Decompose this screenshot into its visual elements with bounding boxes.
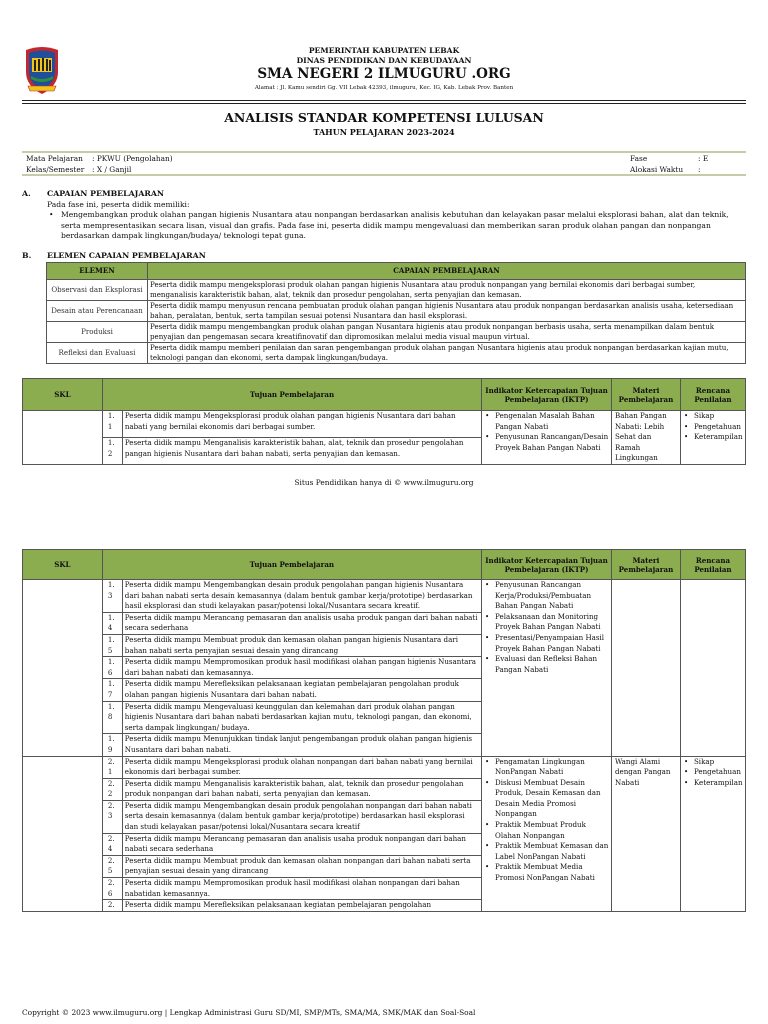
page-subtitle: TAHUN PELAJARAN 2023-2024 <box>313 127 455 137</box>
objective-number-text: 1. 1 <box>107 411 115 431</box>
objective-number <box>102 756 122 778</box>
objective-number <box>102 411 122 438</box>
section-b-number: B. <box>22 251 32 260</box>
iktp-cell <box>482 580 612 757</box>
penilaian-item: • Pengetahuan <box>681 767 745 778</box>
objective-text: Peserta didik mampu Membuat produk dan kemasan olahan pangan higienis Nusantara dari bahan nabati serta penyajian sesuai desain yang dirancang <box>122 634 481 656</box>
capaian-header: CAPAIAN PEMBELAJARAN <box>148 263 746 280</box>
objective-text: Peserta didik mampu Mengembangkan desain produk pengolahan pangan higienis Nusantara dari bahan nabati serta desain kemasannya (dalam bentuk gambar kerja/prototipe) berdasarkan hasil eksplorasi dan studi kelayakan pasar/potensi lokal/Nusantara secara kreatif. <box>122 580 481 613</box>
elemen-header: ELEMEN <box>47 263 148 280</box>
iktp-item: • Praktik Membuat Kemasan dan Label NonPangan Nabati <box>482 841 611 862</box>
objective-number <box>102 437 122 464</box>
fase-value: : E <box>698 154 709 163</box>
skl-cell <box>23 756 103 911</box>
header-school-name: SMA NEGERI 2 ILMUGURU .ORG <box>257 66 511 82</box>
objective-number <box>102 634 122 656</box>
iktp-header: Indikator Ketercapaian Tujuan Pembelajaran (IKTP) <box>482 379 612 411</box>
objective-number-text: 2. 4 <box>107 833 115 854</box>
objective-number <box>102 580 122 613</box>
objective-number-text: 1. 7 <box>107 679 115 699</box>
objective-number <box>102 679 122 701</box>
kelas-label: Kelas/Semester <box>26 165 85 174</box>
section-b-title: ELEMEN CAPAIAN PEMBELAJARAN <box>47 251 206 260</box>
materi-cell: Bahan Pangan Nabati: Lebih Sehat dan Ramah Lingkungan <box>611 411 680 465</box>
materi-cell: Wangi Alami dengan Pangan Nabati <box>611 756 680 911</box>
header-dinas: DINAS PENDIDIKAN DAN KEBUDAYAAN <box>296 56 472 65</box>
iktp-item: • Penyusunan Rancangan/Desain Proyek Bahan Pangan Nabati <box>482 432 611 453</box>
tujuan-header: Tujuan Pembelajaran <box>102 379 481 411</box>
materi-header: Materi Pembelajaran <box>611 550 680 580</box>
objective-number-text: 2. 3 <box>107 800 115 821</box>
fase-label: Fase <box>630 154 648 163</box>
section-a-intro: Pada fase ini, peserta didik memiliki: <box>47 199 190 209</box>
iktp-cell <box>482 756 612 911</box>
objective-text: Peserta didik mampu Mempromosikan produk hasil modifikasi olahan pangan higienis Nusantara dari bahan nabati dan kemasannya. <box>122 657 481 679</box>
iktp-item: • Pelaksanaan dan Monitoring Proyek Bahan Pangan Nabati <box>482 612 611 633</box>
penilaian-item: • Keterampilan <box>681 432 745 443</box>
penilaian-item: • Pengetahuan <box>681 422 745 433</box>
section-a-heading <box>22 189 746 199</box>
skl-cell <box>23 411 103 465</box>
objective-number-text: 2. 2 <box>107 778 115 799</box>
objective-number-text: 2. 1 <box>107 756 115 777</box>
table-row <box>47 322 746 343</box>
elemen-table <box>46 262 746 364</box>
capaian-cell: Peserta didik mampu memberi penilaian dan saran pengembangan produk olahan pangan Nusantara higienis atau produk nonpangan berdasarkan kajian mutu, teknologi pangan dan ekonomi, serta dampak lingkungan/budaya. <box>148 343 746 364</box>
objective-number <box>102 701 122 734</box>
objective-number-text: 1. 6 <box>107 657 115 677</box>
table-row <box>23 411 746 438</box>
elemen-cell: Refleksi dan Evaluasi <box>47 343 148 364</box>
site-note: Situs Pendidikan hanya di © www.ilmuguru.org <box>294 478 474 487</box>
objective-text: Peserta didik mampu Mengeksplorasi produk olahan pangan higienis Nusantara dari bahan nabati yang bernilai ekonomis dari berbagai sumber. <box>122 411 481 438</box>
header-gov: PEMERINTAH KABUPATEN LEBAK <box>308 46 460 55</box>
iktp-cell <box>482 411 612 465</box>
objective-text: Peserta didik mampu Merancang pemasaran dan analisis usaha produk nonpangan dari bahan nabati secara sederhana <box>122 833 481 855</box>
objective-number-text: 2. 6 <box>107 878 115 898</box>
materi-header: Materi Pembelajaran <box>611 379 680 411</box>
table-row <box>23 756 746 778</box>
materi-cell <box>611 580 680 757</box>
objective-text: Peserta didik mampu Mengeksplorasi produk olahan nonpangan dari bahan nabati yang bernilai ekonomis dari berbagai sumber. <box>122 756 481 778</box>
penilaian-cell <box>680 411 745 465</box>
elemen-cell: Desain atau Perencanaan <box>47 301 148 322</box>
iktp-item: • Evaluasi dan Refleksi Bahan Pangan Nabati <box>482 654 611 675</box>
objective-number <box>102 833 122 855</box>
objective-number <box>102 800 122 833</box>
subject-info <box>22 151 746 176</box>
kelas-value: : X / Ganjil <box>92 165 132 174</box>
skl-header: SKL <box>23 550 103 580</box>
objective-text: Peserta didik mampu Menganalisis karakteristik bahan, alat, teknik dan prosedur pengolahan pangan higienis Nusantara dari bahan nabati, serta penyajian dan kemasan. <box>122 437 481 464</box>
table-row <box>47 280 746 301</box>
penilaian-cell <box>680 756 745 911</box>
penilaian-header: Rencana Penilaian <box>680 550 745 580</box>
objective-number <box>102 878 122 900</box>
objective-text: Peserta didik mampu Mengembangkan desain produk pengolahan nonpangan dari bahan nabati serta desain kemasannya (dalam bentuk gambar kerja/prototipe) berdasarkan hasil eksplorasi dan studi kelayakan pasar/potensi lokal/Nusantara secara kreatif <box>122 800 481 833</box>
elemen-cell: Produksi <box>47 322 148 343</box>
page-title: ANALISIS STANDAR KOMPETENSI LULUSAN <box>224 110 544 125</box>
penilaian-item: • Sikap <box>681 757 745 768</box>
footer-copyright: Copyright © 2023 www.ilmuguru.org | Lengkap Administrasi Guru SD/MI, SMP/MTs, SMA/MA, SMK/MAK dan Soal-Soal <box>22 1008 476 1017</box>
penilaian-item: • Sikap <box>681 411 745 422</box>
objective-number <box>102 612 122 634</box>
penilaian-header: Rencana Penilaian <box>680 379 745 411</box>
header-address: Alamat : Jl. Kamu sendiri Gg. VII Lebak 42393, ilmuguru, Kec. IG, Kab. Lebak Prov. Banten <box>254 85 514 91</box>
section-a-title: CAPAIAN PEMBELAJARAN <box>47 189 165 198</box>
section-a-bullet: • Mengembangkan produk olahan pangan higienis Nusantara atau nonpangan berdasarkan analisis kebutuhan dan kelayakan pasar melalui eksplorasi bahan, alat dan teknik, serta mempresentasikan secara lisan, visual dan grafis. Pada fase ini, peserta didik mampu mengevaluasi dan memberikan saran produk olahan pangan dan nonpangan berdasarkan dampak lingkungan/budaya/ teknologi tepat guna. <box>47 210 746 242</box>
header-divider-thin <box>22 103 746 104</box>
iktp-item: • Diskusi Membuat Desain Produk, Desain Kemasan dan Desain Media Promosi Nonpangan <box>482 778 611 820</box>
header-divider <box>22 100 746 101</box>
penilaian-cell <box>680 580 745 757</box>
objective-number-text: 1. 5 <box>107 634 115 655</box>
mapel-value: : PKWU (Pengolahan) <box>92 154 173 163</box>
iktp-item: • Praktik Membuat Produk Olahan Nonpangan <box>482 820 611 841</box>
objective-text: Peserta didik mampu Menganalisis karakteristik bahan, alat, teknik dan prosedur pengolahan produk nonpangan dari bahan nabati, serta penyajian dan kemasan. <box>122 778 481 800</box>
objective-number-text: 1. 8 <box>107 701 115 722</box>
table-row <box>47 343 746 364</box>
objective-number <box>102 657 122 679</box>
objective-text: Peserta didik mampu Mengevaluasi keunggulan dan kelemahan dari produk olahan pangan higienis Nusantara dari bahan nabati berdasarkan kajian mutu, teknologi pangan, dan ekonomi, serta dampak lingkungan/ budaya. <box>122 701 481 734</box>
tujuan-header: Tujuan Pembelajaran <box>102 550 481 580</box>
objective-text: Peserta didik mampu Merefleksikan pelaksanaan kegiatan pembelajaran pengolahan <box>122 900 481 912</box>
objective-text: Peserta didik mampu Merancang pemasaran dan analisis usaha produk pangan dari bahan nabati secara sederhana <box>122 612 481 634</box>
objective-text: Peserta didik mampu Menunjukkan tindak lanjut pengembangan produk olahan pangan higienis Nusantara dari bahan nabati. <box>122 734 481 756</box>
objective-text: Peserta didik mampu Merefleksikan pelaksanaan kegiatan pembelajaran pengolahan produk olahan pangan higienis Nusantara dari bahan nabati. <box>122 679 481 701</box>
objective-number <box>102 778 122 800</box>
skl-table-1 <box>22 378 746 465</box>
objective-number <box>102 734 122 756</box>
objective-number-text: 2. 5 <box>107 855 115 876</box>
objective-text: Peserta didik mampu Mempromosikan produk hasil modifikasi olahan nonpangan dari bahan nabatidan kemasannya. <box>122 878 481 900</box>
skl-table-2 <box>22 549 746 912</box>
capaian-cell: Peserta didik mampu mengembangkan produk olahan pangan Nusantara higienis atau produk nonpangan berbasis usaha, serta menampilkan dalam bentuk penyajian dan pengemasan secara kreatifinovatif dan dipromosikan melalui media visual maupun virtual. <box>148 322 746 343</box>
objective-number-text: 1. 2 <box>107 437 115 458</box>
mapel-label: Mata Pelajaran <box>26 154 83 163</box>
iktp-item: • Penyusunan Rancangan Kerja/Produksi/Pembuatan Bahan Pangan Nabati <box>482 580 611 612</box>
objective-number-text: 2. <box>107 900 115 910</box>
penilaian-item: • Keterampilan <box>681 778 745 789</box>
iktp-item: • Praktik Membuat Media Promosi NonPangan Nabati <box>482 862 611 883</box>
skl-header: SKL <box>23 379 103 411</box>
section-a-number: A. <box>22 189 31 198</box>
iktp-item: • Pengenalan Masalah Bahan Pangan Nabati <box>482 411 611 432</box>
objective-number <box>102 855 122 877</box>
section-b-heading <box>22 251 206 261</box>
capaian-cell: Peserta didik mampu mengeksplorasi produk olahan pangan higienis Nusantara atau produk nonpangan yang bernilai ekonomis dari berbagai sumber, menganalisis karakteristik bahan, alat, teknik dan prosedur pengolahan, serta penyajian dan kemasan. <box>148 280 746 301</box>
iktp-item: • Presentasi/Penyampaian Hasil Proyek Bahan Pangan Nabati <box>482 633 611 654</box>
elemen-cell: Observasi dan Eksplorasi <box>47 280 148 301</box>
section-capaian <box>22 189 746 242</box>
table-row <box>47 301 746 322</box>
table-row <box>23 580 746 613</box>
objective-text: Peserta didik mampu Membuat produk dan kemasan olahan nonpangan dari bahan nabati serta penyajian sesuai desain yang dirancang <box>122 855 481 877</box>
letterhead <box>0 40 768 102</box>
alokasi-value: : <box>698 165 701 174</box>
objective-number <box>102 900 122 912</box>
objective-number-text: 1. 3 <box>107 580 115 600</box>
skl-cell <box>23 580 103 757</box>
capaian-cell: Peserta didik mampu menyusun rencana pembuatan produk olahan pangan higienis Nusantara atau produk nonpangan berdasarkan analisis usaha, ketersediaan bahan, peralatan, bentuk, serta tampilan sesuai potensi Nusantara dan hasil eksplorasi. <box>148 301 746 322</box>
iktp-header: Indikator Ketercapaian Tujuan Pembelajaran (IKTP) <box>482 550 612 580</box>
iktp-item: • Pengamatan Lingkungan NonPangan Nabati <box>482 757 611 778</box>
objective-number-text: 1. 9 <box>107 734 115 754</box>
alokasi-label: Alokasi Waktu <box>630 165 684 174</box>
objective-number-text: 1. 4 <box>107 612 115 633</box>
